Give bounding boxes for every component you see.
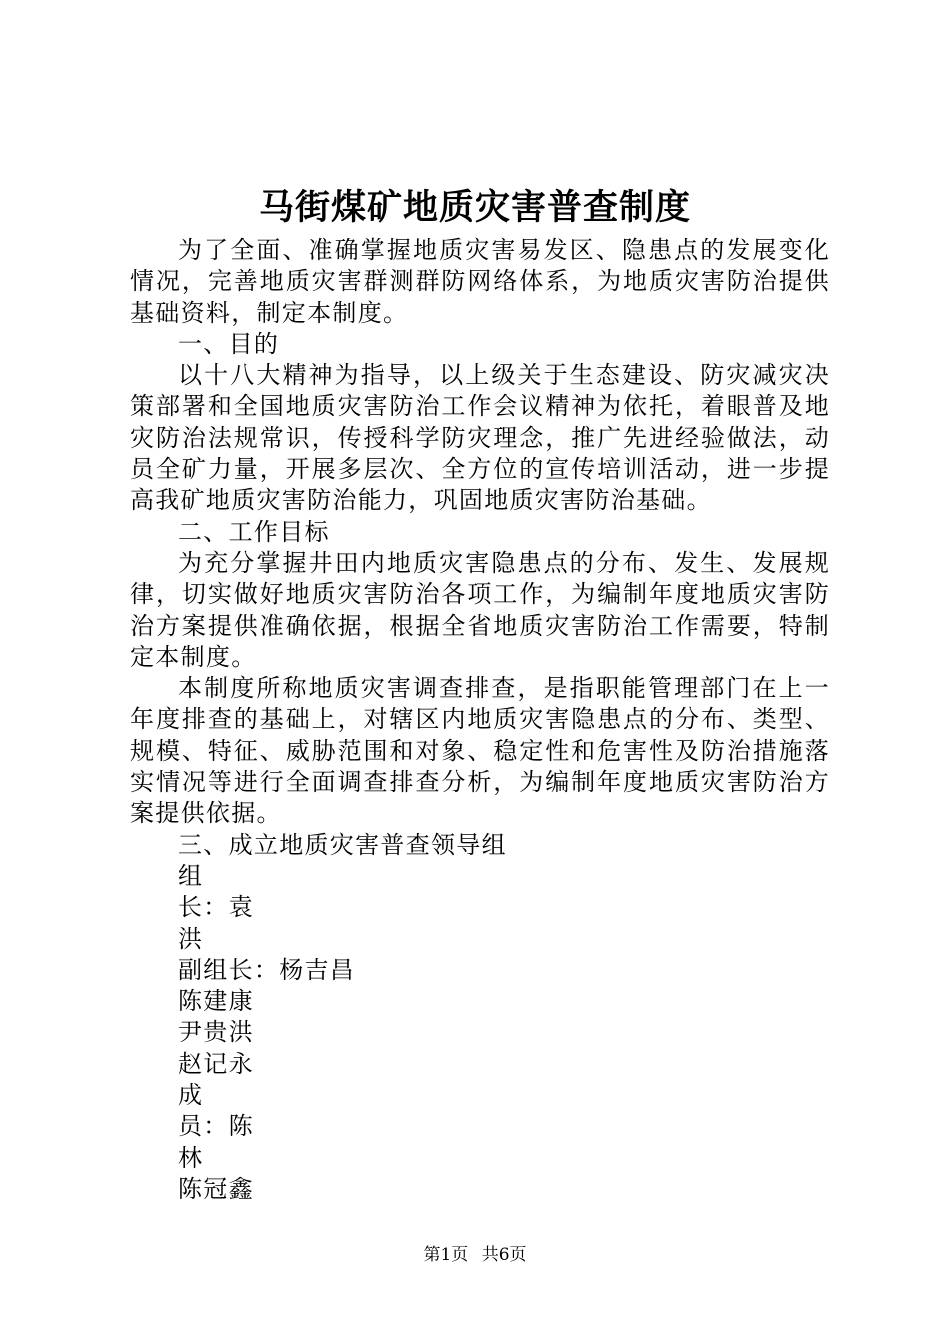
document-title: 马街煤矿地质灾害普查制度 xyxy=(258,188,691,228)
group-line: 林 xyxy=(178,1143,204,1172)
group-line: 副组长：杨吉昌 xyxy=(178,955,356,984)
document-body xyxy=(130,235,830,1205)
page-footer xyxy=(0,1244,950,1266)
section-heading-group: 三、成立地质灾害普查领导组 xyxy=(178,830,507,859)
group-line: 成 xyxy=(178,1081,204,1110)
definition-paragraph: 本制度所称地质灾害调查排查，是指职能管理部门在上一年度排查的基础上，对辖区内地质灾害隐患点的分布、类型、规模、特征、威胁范围和对象、稳定性和危害性及防治措施落实情况等进行全面调查排查分析，为编制年度地质灾害防治方案提供依据。 xyxy=(130,674,830,828)
group-line: 陈建康 xyxy=(178,987,254,1016)
group-line: 尹贵洪 xyxy=(178,1018,254,1047)
goals-paragraph: 为充分掌握井田内地质灾害隐患点的分布、发生、发展规律，切实做好地质灾害防治各项工作，为编制年度地质灾害防治方案提供准确依据，根据全省地质灾害防治工作需要，特制定本制度。 xyxy=(130,548,830,671)
group-line: 赵记永 xyxy=(178,1049,254,1078)
purpose-paragraph: 以十八大精神为指导，以上级关于生态建设、防灾减灾决策部署和全国地质灾害防治工作会议精神为依托，着眼普及地灾防治法规常识，传授科学防灾理念，推广先进经验做法，动员全矿力量，开展多层次、全方位的宣传培训活动，进一步提高我矿地质灾害防治能力，巩固地质灾害防治基础。 xyxy=(130,361,830,515)
page-number: 第1页 xyxy=(423,1245,469,1265)
group-line: 长：袁 xyxy=(178,893,254,922)
group-line: 陈冠鑫 xyxy=(178,1174,254,1203)
group-line: 员：陈 xyxy=(178,1112,254,1141)
intro-paragraph: 为了全面、准确掌握地质灾害易发区、隐患点的发展变化情况，完善地质灾害群测群防网络体系，为地质灾害防治提供基础资料，制定本制度。 xyxy=(130,236,830,327)
group-line: 组 xyxy=(178,861,204,890)
section-heading-goals: 二、工作目标 xyxy=(178,517,330,546)
section-heading-purpose: 一、目的 xyxy=(178,329,280,358)
page-total: 共6页 xyxy=(481,1245,527,1265)
group-line: 洪 xyxy=(178,924,204,953)
